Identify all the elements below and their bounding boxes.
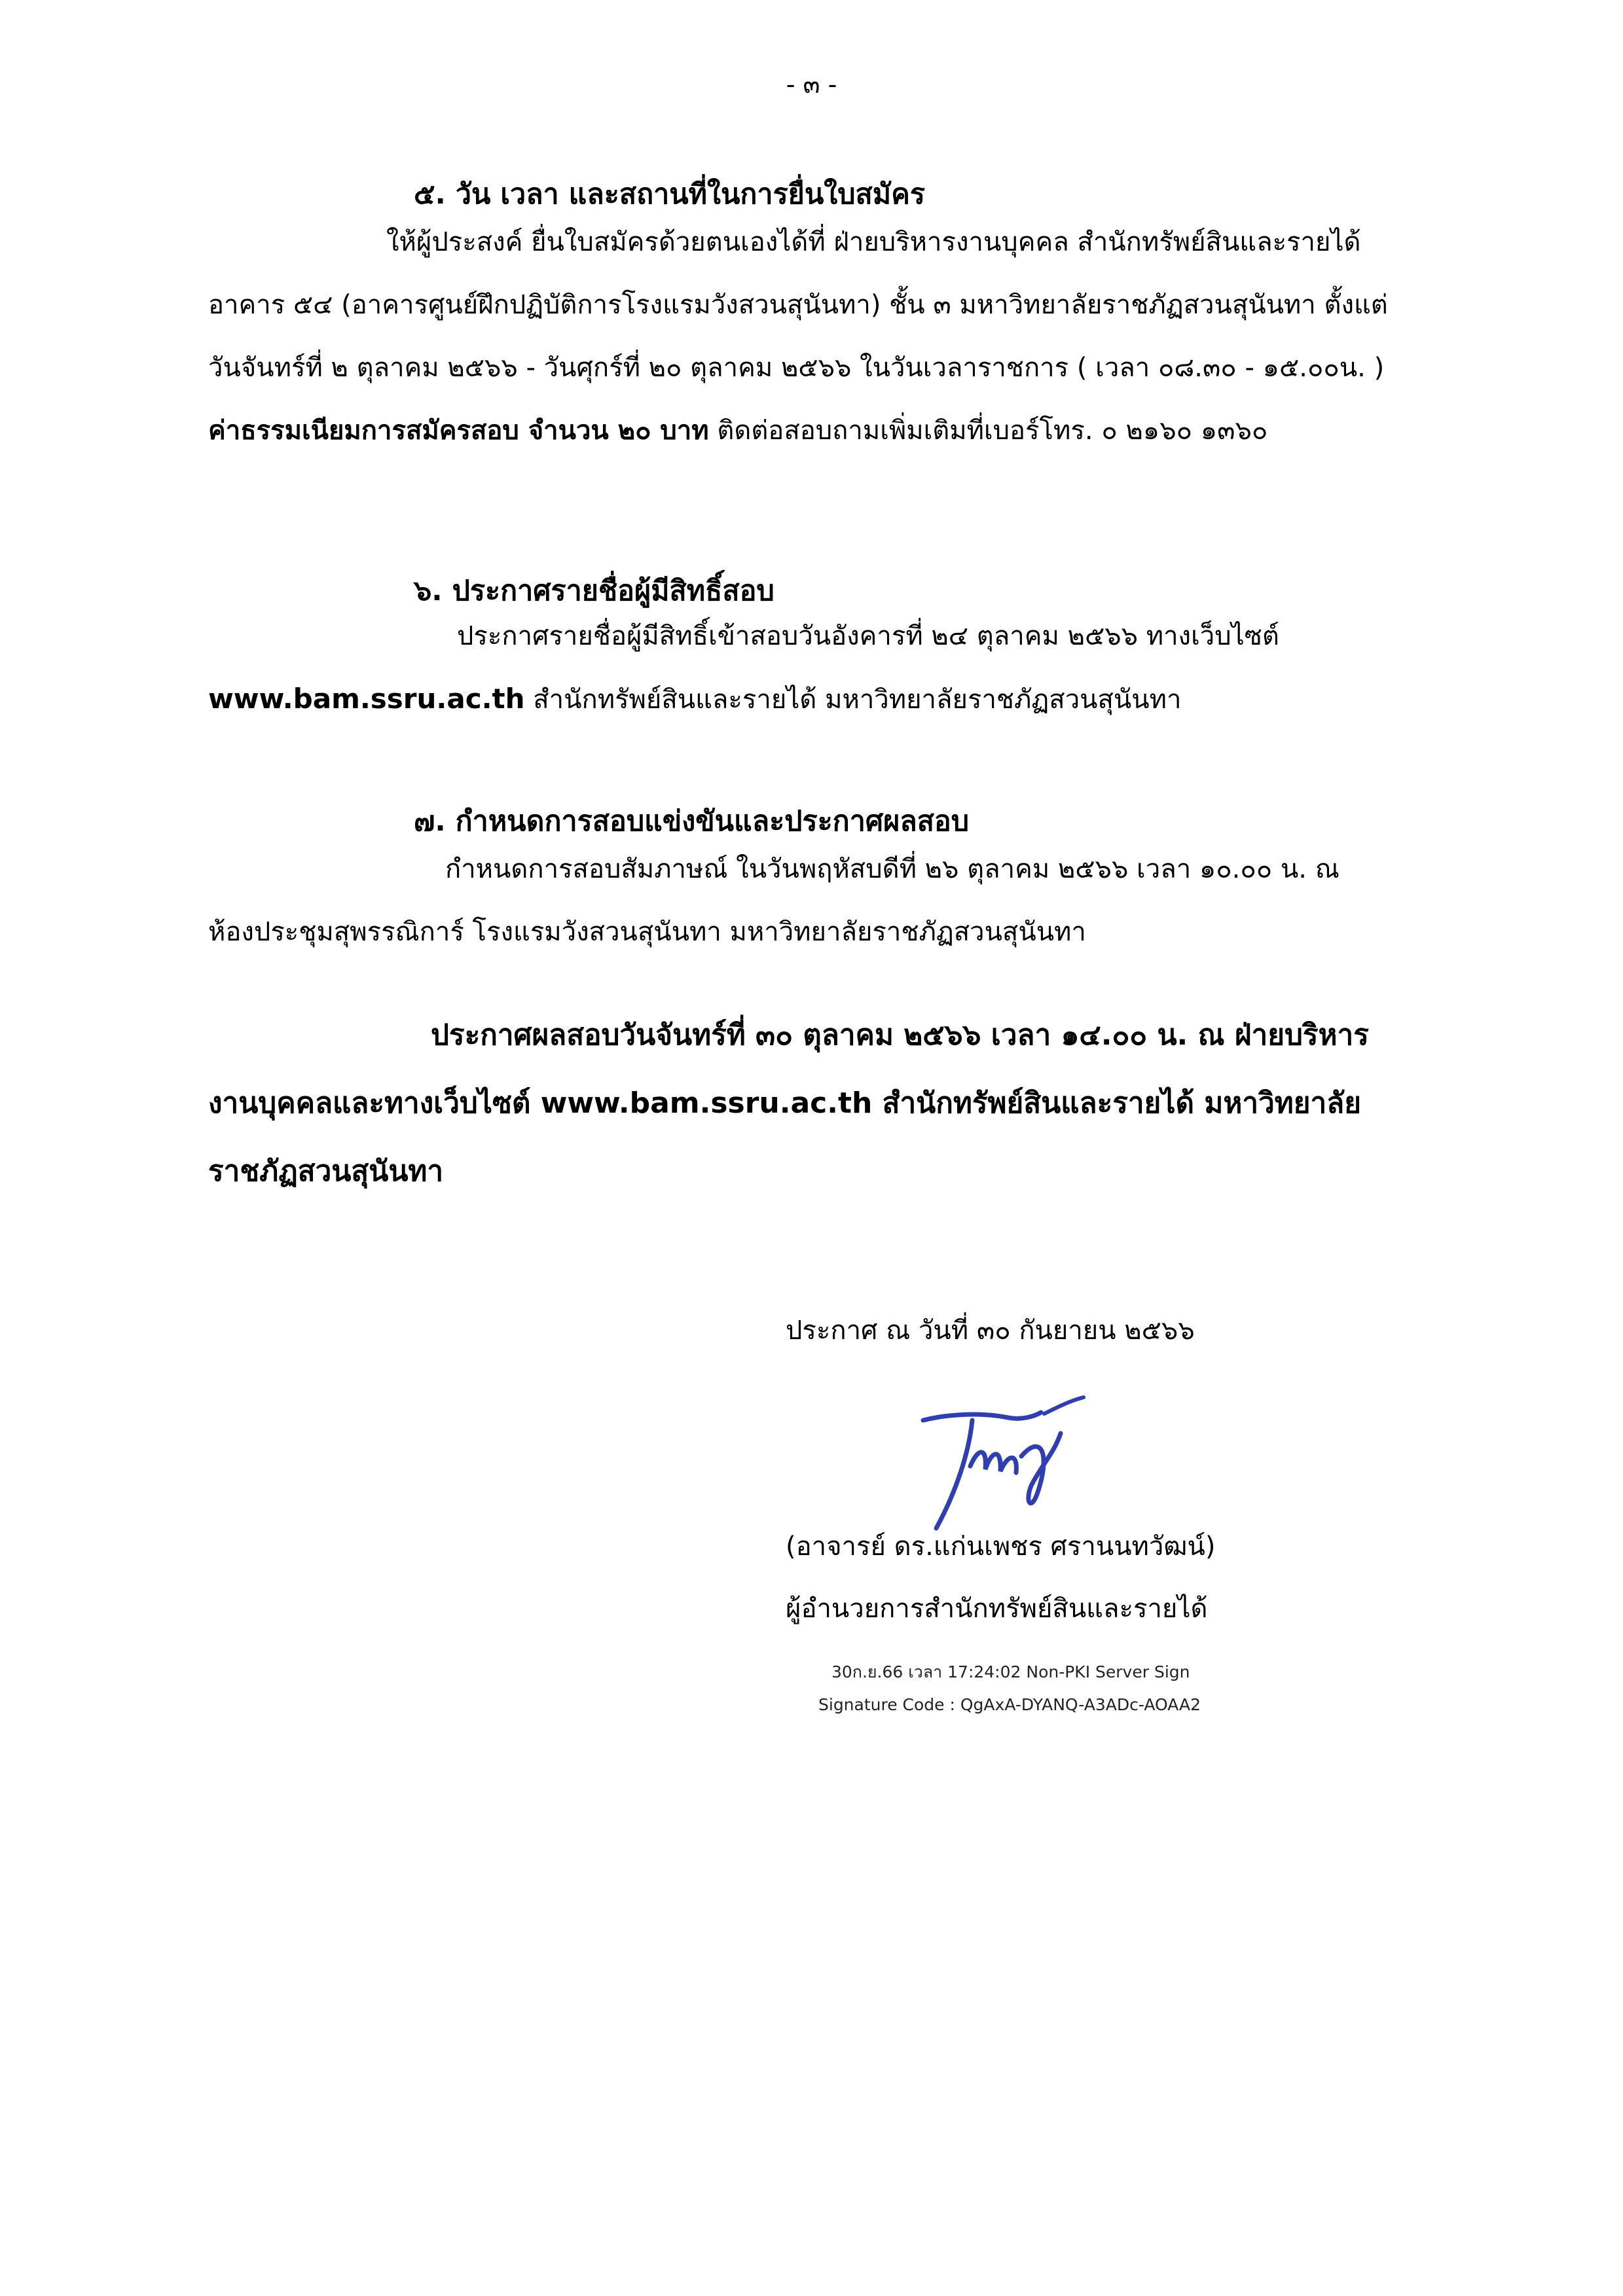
- section-7-text: กำหนดการสอบสัมภาษณ์ ในวันพฤหัสบดีที่ ๒๖ ตุลาคม ๒๕๖๖ เวลา ๑๐.๐๐ น. ณ ห้องประชุมสุพรรณิการ์ โรงแรมวังสวนสุนันทา มหาวิทยาลัยราชภัฏสวนสุนันทา: [208, 854, 1340, 947]
- signer-name: (อาจารย์ ดร.แก่นเพชร ศรานนทวัฒน์): [786, 1532, 1216, 1562]
- section-6-paragraph: [208, 605, 1393, 731]
- website-link: www.bam.ssru.ac.th: [208, 683, 525, 715]
- page-number: - ๓ -: [786, 70, 837, 99]
- section-7-paragraph: [208, 838, 1393, 963]
- section-5-paragraph: [208, 211, 1393, 462]
- signature-code: Signature Code : QgAxA-DYANQ-A3ADc-AOAA2: [818, 1695, 1201, 1714]
- signer-position: ผู้อำนวยการสำนักทรัพย์สินและรายได้: [786, 1594, 1208, 1624]
- handwritten-signature: [910, 1394, 1106, 1538]
- section-5-text-2: ติดต่อสอบถามเพิ่มเติมที่เบอร์โทร. ๐ ๒๑๖๐ ๑๓๖๐: [717, 416, 1268, 446]
- result-announcement-text: ประกาศผลสอบวันจันทร์ที่ ๓๐ ตุลาคม ๒๕๖๖ เวลา ๑๔.๐๐ น. ณ ฝ่ายบริหารงานบุคคลและทางเว็บไซต์ www.bam.ssru.ac.th สำนักทรัพย์สินและรายได้ มหาวิทยาลัยราชภัฏสวนสุนันทา: [208, 1018, 1369, 1188]
- announce-date: ประกาศ ณ วันที่ ๓๐ กันยายน ๒๕๖๖: [786, 1316, 1195, 1346]
- section-7-heading: ๗. กำหนดการสอบแข่งขันและประกาศผลสอบ: [414, 805, 970, 838]
- section-5-heading: ๕. วัน เวลา และสถานที่ในการยื่นใบสมัคร: [414, 178, 925, 211]
- digital-sign-time: 30ก.ย.66 เวลา 17:24:02 Non-PKI Server Sign: [831, 1662, 1190, 1681]
- section-6-text-1: ประกาศรายชื่อผู้มีสิทธิ์เข้าสอบวันอังคารที่ ๒๔ ตุลาคม ๒๕๖๖ ทางเว็บไซต์: [457, 621, 1279, 651]
- application-fee: ค่าธรรมเนียมการสมัครสอบ จำนวน ๒๐ บาท: [208, 416, 709, 446]
- section-6-heading: ๖. ประกาศรายชื่อผู้มีสิทธิ์สอบ: [414, 575, 775, 607]
- section-6-text-2: สำนักทรัพย์สินและรายได้ มหาวิทยาลัยราชภัฏสวนสุนันทา: [533, 685, 1182, 715]
- section-5-text-1: ให้ผู้ประสงค์ ยื่นใบสมัครด้วยตนเองได้ที่ ฝ่ายบริหารงานบุคคล สำนักทรัพย์สินและรายได้ อาคาร ๕๔ (อาคารศูนย์ฝึกปฏิบัติการโรงแรมวังสวนสุนันทา) ชั้น ๓ มหาวิทยาลัยราชภัฏสวนสุนันทา ตั้งแต่ วันจันทร์ที่ ๒ ตุลาคม ๒๕๖๖ - วันศุกร์ที่ ๒๐ ตุลาคม ๒๕๖๖ ในวันเวลาราชการ ( เวลา ๐๘.๓๐ - ๑๕.๐๐น. ): [208, 227, 1388, 383]
- result-announcement: [208, 1001, 1393, 1206]
